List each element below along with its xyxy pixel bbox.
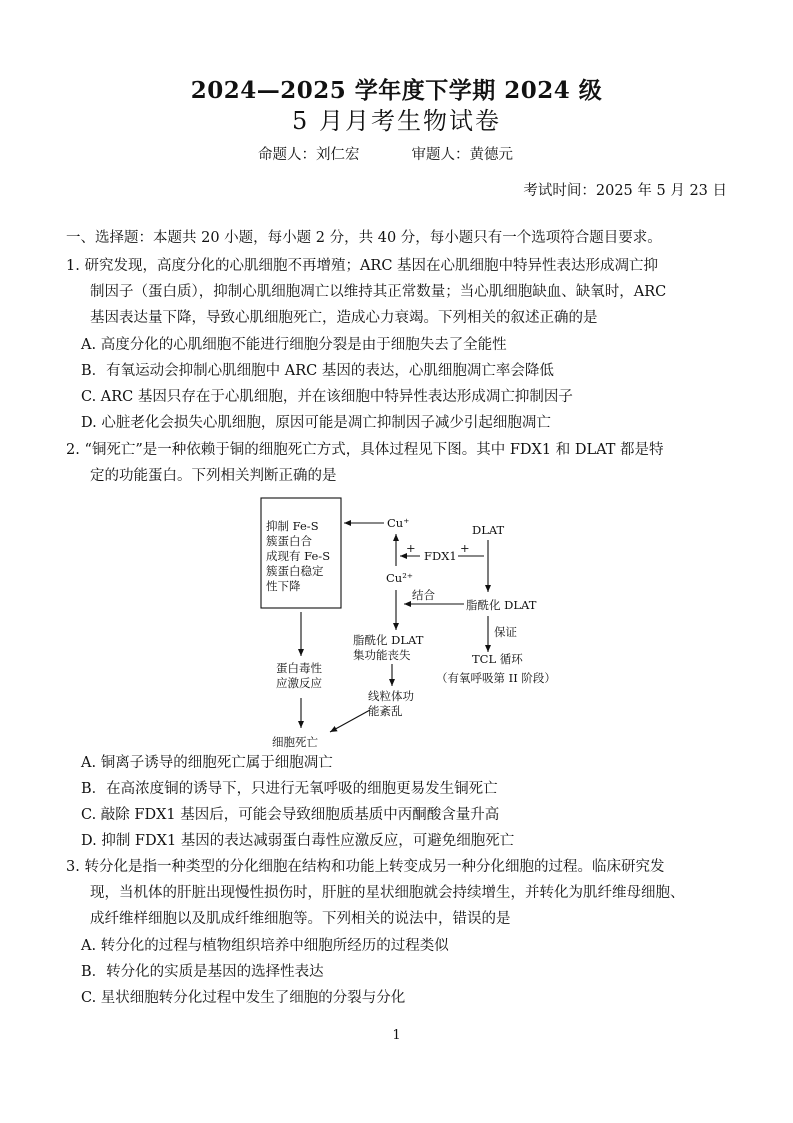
q2-option-b: B．在高浓度铜的诱导下，只进行无氧呼吸的细胞更易发生铜死亡 bbox=[81, 781, 498, 797]
box-line-4: 簇蛋白稳定 bbox=[266, 564, 324, 578]
stress-line-1: 蛋白毒性 bbox=[276, 661, 322, 675]
reviewer-name: 审题人：黄德元 bbox=[411, 147, 513, 163]
fdx1-label: FDX1 bbox=[424, 549, 457, 563]
q2-option-a: A. 铜离子诱导的细胞死亡属于细胞凋亡 bbox=[81, 755, 333, 771]
mito-line-2: 能紊乱 bbox=[368, 704, 403, 718]
q1-option-c: C. ARC 基因只存在于心肌细胞，并在该细胞中特异性表达形成凋亡抑制因子 bbox=[81, 389, 573, 405]
section-heading: 一、选择题：本题共 20 小题，每小题 2 分，共 40 分，每小题只有一个选项符合题目要求。 bbox=[66, 230, 662, 246]
box-line-3: 成现有 Fe-S bbox=[266, 549, 331, 563]
q2-stem-line-1: 2. “铜死亡”是一种依赖于铜的细胞死亡方式，具体过程见下图。其中 FDX1 和 DLAT 都是特 bbox=[66, 442, 664, 458]
cu-2plus-label: Cu²⁺ bbox=[386, 571, 413, 585]
mito-line-1: 线粒体功 bbox=[368, 689, 414, 703]
plus-sign-2: + bbox=[460, 541, 470, 555]
tcl-note: （有氧呼吸第 II 阶段） bbox=[436, 671, 556, 685]
ensure-label: 保证 bbox=[494, 625, 517, 639]
box-line-5: 性下降 bbox=[266, 579, 301, 593]
q1-stem-line-3: 基因表达量下降，导致心肌细胞死亡，造成心力衰竭。下列相关的叙述正确的是 bbox=[90, 310, 598, 326]
q3-option-a: A. 转分化的过程与植物组织培养中细胞所经历的过程类似 bbox=[81, 938, 449, 954]
q3-option-b: B．转分化的实质是基因的选择性表达 bbox=[81, 964, 324, 980]
exam-title: 2024—2025 学年度下学期 2024 级 bbox=[190, 77, 603, 104]
stress-line-2: 应激反应 bbox=[276, 676, 322, 690]
box-line-1: 抑制 Fe-S bbox=[266, 519, 319, 533]
q1-stem-line-2: 制因子（蛋白质），抑制心肌细胞凋亡以维持其正常数量；当心肌细胞缺血、缺氧时，ARC bbox=[90, 284, 667, 300]
arrow-mito-to-death bbox=[330, 710, 370, 732]
q3-option-c: C. 星状细胞转分化过程中发生了细胞的分裂与分化 bbox=[81, 990, 406, 1006]
lipoyl-loss-line-1: 脂酰化 DLAT bbox=[353, 633, 424, 647]
q3-stem-line-3: 成纤维样细胞以及肌成纤维细胞等。下列相关的说法中，错误的是 bbox=[90, 911, 511, 927]
q3-stem-line-2: 现，当机体的肝脏出现慢性损伤时，肝脏的星状细胞就会持续增生，并转化为肌纤维母细胞、 bbox=[90, 885, 685, 901]
q1-option-d: D. 心脏老化会损失心肌细胞，原因可能是凋亡抑制因子减少引起细胞凋亡 bbox=[81, 415, 551, 431]
q3-stem-line-1: 3. 转分化是指一种类型的分化细胞在结构和功能上转变成另一种分化细胞的过程。临床研究发 bbox=[66, 859, 665, 875]
box-line-2: 簇蛋白合 bbox=[266, 534, 312, 548]
exam-subtitle: 5 月月考生物试卷 bbox=[292, 107, 501, 135]
bind-label: 结合 bbox=[412, 588, 435, 602]
lipoyl-dlat-label: 脂酰化 DLAT bbox=[466, 598, 537, 612]
lipoyl-loss-line-2: 集功能丧失 bbox=[353, 648, 411, 662]
dlat-label: DLAT bbox=[472, 523, 505, 537]
cu-plus-label: Cu⁺ bbox=[387, 516, 410, 530]
tcl-label: TCL 循环 bbox=[472, 652, 523, 666]
plus-sign-1: + bbox=[406, 541, 416, 555]
q2-option-d: D. 抑制 FDX1 基因的表达减弱蛋白毒性应激反应，可避免细胞死亡 bbox=[81, 833, 515, 849]
q1-option-a: A. 高度分化的心肌细胞不能进行细胞分裂是由于细胞失去了全能性 bbox=[81, 337, 507, 353]
q2-stem-line-2: 定的功能蛋白。下列相关判断正确的是 bbox=[90, 468, 337, 484]
exam-time: 考试时间：2025 年 5 月 23 日 bbox=[523, 183, 727, 199]
death-label: 细胞死亡 bbox=[272, 735, 318, 749]
q2-option-c: C. 敲除 FDX1 基因后，可能会导致细胞质基质中丙酮酸含量升高 bbox=[81, 807, 500, 823]
page-number: 1 bbox=[392, 1028, 401, 1043]
author-name: 命题人：刘仁宏 bbox=[258, 147, 360, 163]
q1-option-b: B．有氧运动会抑制心肌细胞中 ARC 基因的表达，心肌细胞凋亡率会降低 bbox=[81, 363, 554, 379]
q1-stem-line-1: 1. 研究发现，高度分化的心肌细胞不再增殖；ARC 基因在心肌细胞中特异性表达形成凋亡抑 bbox=[66, 258, 659, 274]
